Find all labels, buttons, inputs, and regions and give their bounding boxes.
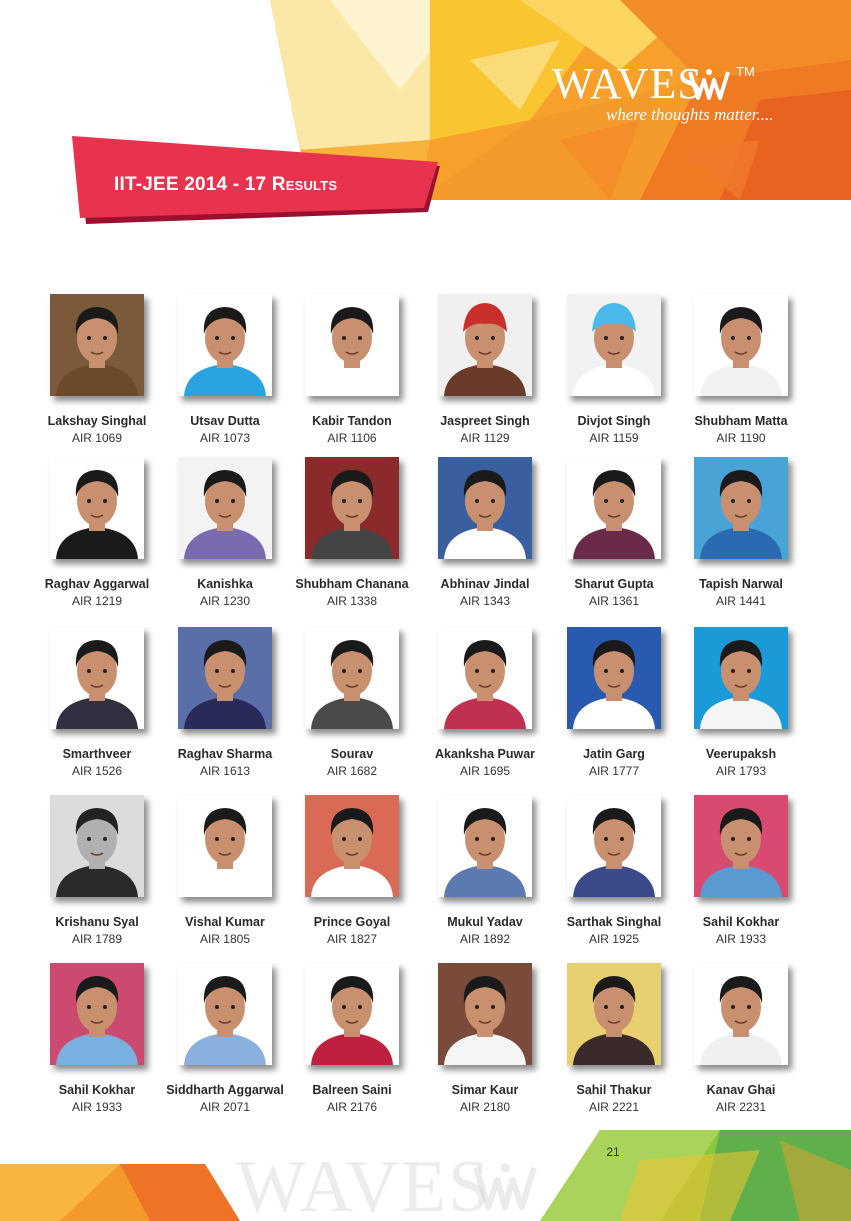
student-rank: AIR 1526 — [71, 764, 123, 778]
student-name: Sharut Gupta — [574, 577, 654, 591]
student-card — [282, 294, 422, 454]
student-card — [155, 457, 295, 617]
student-photo — [694, 294, 788, 396]
student-name: Smarthveer — [62, 747, 132, 761]
student-name: Sourav — [330, 747, 374, 761]
student-rank: AIR 1190 — [716, 431, 766, 445]
student-card — [155, 963, 295, 1123]
student-card — [671, 795, 811, 955]
student-name: Divjot Singh — [577, 414, 651, 428]
student-photo — [178, 627, 272, 729]
student-rank: AIR 1159 — [589, 431, 639, 445]
student-rank: AIR 1777 — [588, 764, 640, 778]
banner-title: IIT-JEE 2014 - 17 Results — [114, 174, 338, 195]
results-banner — [72, 136, 444, 226]
student-rank: AIR 1925 — [588, 932, 640, 946]
student-name: Abhinav Jindal — [440, 577, 530, 591]
student-name: Kabir Tandon — [312, 414, 392, 428]
student-card — [27, 294, 167, 454]
student-rank: AIR 1682 — [326, 764, 378, 778]
student-rank: AIR 1695 — [459, 764, 511, 778]
student-name: Mukul Yadav — [447, 915, 523, 929]
student-card — [282, 627, 422, 787]
student-rank: AIR 2221 — [588, 1100, 640, 1114]
student-card — [415, 963, 555, 1123]
page-number: 21 — [606, 1145, 620, 1159]
student-rank: AIR 1933 — [715, 932, 767, 946]
student-photo — [305, 795, 399, 897]
student-rank: AIR 1613 — [199, 764, 251, 778]
logo-tagline: where thoughts matter.... — [606, 105, 774, 124]
student-rank: AIR 2180 — [459, 1100, 511, 1114]
waves-logo — [548, 59, 808, 132]
student-card — [155, 627, 295, 787]
student-card — [415, 795, 555, 955]
student-card — [27, 795, 167, 955]
student-photo — [305, 294, 399, 396]
student-card — [415, 457, 555, 617]
student-name: Shubham Chanana — [295, 577, 409, 591]
student-photo — [438, 457, 532, 559]
student-card — [155, 795, 295, 955]
student-card — [282, 457, 422, 617]
student-name: Kanishka — [197, 577, 253, 591]
student-name: Tapish Narwal — [699, 577, 783, 591]
student-rank: AIR 1230 — [199, 594, 251, 608]
student-rank: AIR 2071 — [199, 1100, 251, 1114]
student-name: Sahil Kokhar — [58, 1083, 136, 1097]
student-photo — [438, 795, 532, 897]
student-photo — [567, 294, 661, 396]
student-rank: AIR 1338 — [326, 594, 378, 608]
student-card — [282, 963, 422, 1123]
student-card — [671, 294, 811, 454]
student-rank: AIR 1789 — [71, 932, 123, 946]
student-rank: AIR 1073 — [199, 431, 251, 445]
student-photo — [178, 457, 272, 559]
student-card — [415, 294, 555, 454]
student-photo — [438, 627, 532, 729]
student-rank: AIR 1441 — [715, 594, 767, 608]
logo-wordmark: WAVES — [552, 59, 703, 108]
student-photo — [50, 294, 144, 396]
watermark-mark-icon — [470, 1158, 540, 1214]
student-name: Jatin Garg — [583, 747, 645, 761]
student-name: Sarthak Singhal — [566, 915, 662, 929]
student-card — [544, 627, 684, 787]
student-card — [27, 627, 167, 787]
student-rank: AIR 1793 — [715, 764, 767, 778]
student-card — [544, 294, 684, 454]
student-photo — [567, 963, 661, 1065]
student-name: Akanksha Puwar — [434, 747, 536, 761]
student-rank: AIR 2176 — [326, 1100, 378, 1114]
student-name: Raghav Aggarwal — [44, 577, 150, 591]
student-card — [282, 795, 422, 955]
student-photo — [305, 627, 399, 729]
student-card — [671, 963, 811, 1123]
student-rank: AIR 1129 — [460, 431, 510, 445]
student-card — [27, 457, 167, 617]
student-name: Balreen Saini — [312, 1083, 392, 1097]
student-photo — [694, 627, 788, 729]
student-photo — [567, 627, 661, 729]
student-rank: AIR 1827 — [326, 932, 378, 946]
student-rank: AIR 2231 — [715, 1100, 767, 1114]
student-rank: AIR 1106 — [327, 431, 377, 445]
student-card — [671, 627, 811, 787]
student-name: Simar Kaur — [451, 1083, 519, 1097]
student-photo — [694, 795, 788, 897]
student-photo — [178, 963, 272, 1065]
student-photo — [50, 963, 144, 1065]
student-name: Lakshay Singhal — [47, 414, 147, 428]
student-rank: AIR 1933 — [71, 1100, 123, 1114]
student-name: Siddharth Aggarwal — [166, 1083, 284, 1097]
student-name: Raghav Sharma — [177, 747, 273, 761]
student-photo — [567, 795, 661, 897]
student-name: Prince Goyal — [313, 915, 391, 929]
student-photo — [50, 627, 144, 729]
student-rank: AIR 1069 — [71, 431, 123, 445]
student-name: Shubham Matta — [694, 414, 788, 428]
student-name: Veerupaksh — [705, 747, 777, 761]
student-photo — [50, 457, 144, 559]
student-name: Vishal Kumar — [185, 915, 265, 929]
student-card — [155, 294, 295, 454]
student-card — [544, 457, 684, 617]
student-name: Krishanu Syal — [55, 915, 139, 929]
student-card — [27, 963, 167, 1123]
student-card — [544, 795, 684, 955]
student-rank: AIR 1219 — [71, 594, 123, 608]
student-card — [544, 963, 684, 1123]
student-card — [415, 627, 555, 787]
student-rank: AIR 1805 — [199, 932, 251, 946]
student-rank: AIR 1361 — [588, 594, 640, 608]
student-photo — [305, 457, 399, 559]
student-photo — [50, 795, 144, 897]
logo-trademark: TM — [736, 64, 755, 79]
student-name: Kanav Ghai — [706, 1083, 776, 1097]
student-photo — [567, 457, 661, 559]
student-photo — [305, 963, 399, 1065]
student-name: Utsav Dutta — [190, 414, 260, 428]
student-photo — [178, 795, 272, 897]
footer-watermark: WAVES — [236, 1146, 492, 1221]
student-photo — [178, 294, 272, 396]
student-card — [671, 457, 811, 617]
student-rank: AIR 1343 — [459, 594, 511, 608]
student-name: Sahil Kokhar — [702, 915, 780, 929]
student-rank: AIR 1892 — [459, 932, 511, 946]
student-photo — [694, 963, 788, 1065]
waves-mark-icon — [686, 66, 732, 102]
student-name: Sahil Thakur — [576, 1083, 652, 1097]
student-photo — [438, 294, 532, 396]
student-photo — [438, 963, 532, 1065]
student-name: Jaspreet Singh — [440, 414, 530, 428]
student-photo — [694, 457, 788, 559]
